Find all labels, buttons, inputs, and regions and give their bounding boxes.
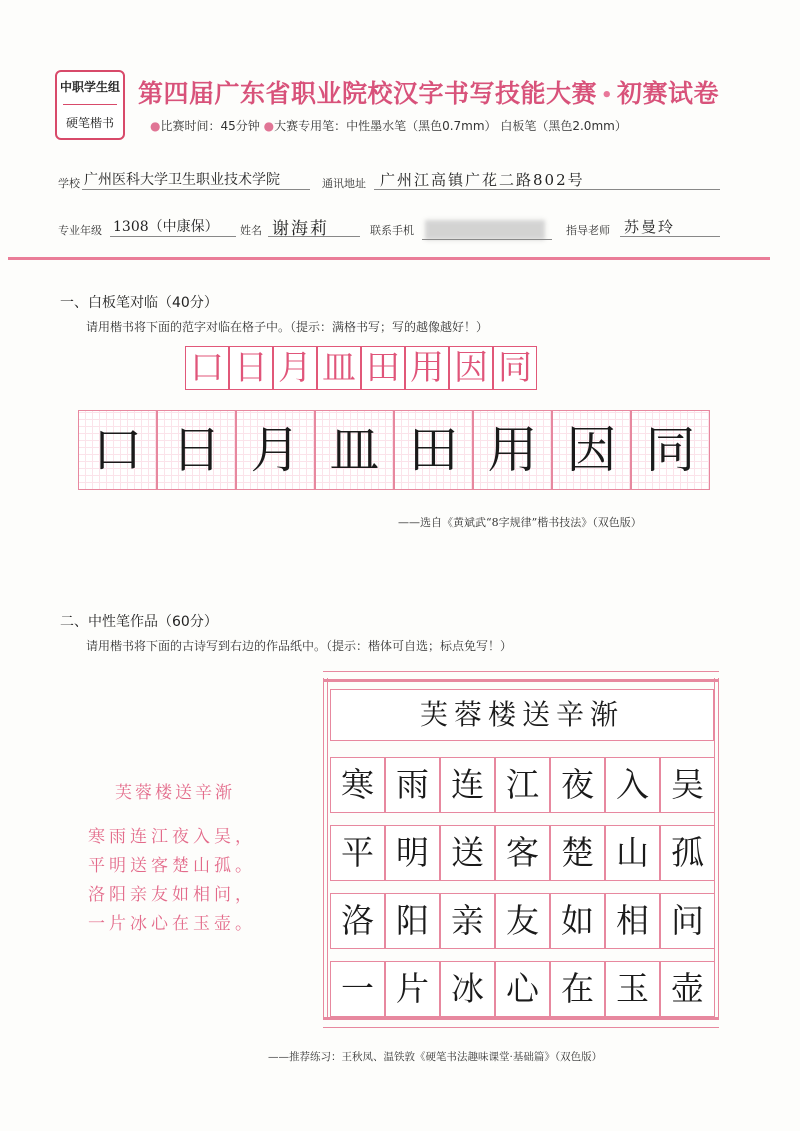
paper-cell: 相: [605, 893, 660, 949]
name-value: 谢海莉: [272, 219, 329, 239]
address-value: 广州江高镇广花二路802号: [380, 171, 585, 189]
practice-cell: 同: [631, 410, 710, 490]
section1-instruction: 请用楷书将下面的范字对临在格子中。（提示：满格书写；写的越像越好！）: [86, 320, 489, 334]
category-badge: [55, 70, 125, 140]
model-char: 日: [229, 346, 273, 390]
paper-cell: 明: [385, 825, 440, 881]
model-char: 月: [273, 346, 317, 390]
paper-cell: 寒: [330, 757, 385, 813]
paper-cell: 送: [440, 825, 495, 881]
paper-cell: 山: [605, 825, 660, 881]
model-char-row: [185, 346, 537, 390]
poem-reference-title: 芙蓉楼送辛渐: [115, 783, 235, 803]
major-value: 1308（中康保）: [113, 219, 219, 235]
address-underline: [374, 189, 720, 190]
paper-left-border: [323, 678, 328, 1018]
bullet-icon: ●: [263, 119, 275, 133]
section1-title: 一、白板笔对临（40分）: [60, 295, 218, 311]
phone-label: 联系手机: [370, 224, 414, 237]
teacher-value: 苏曼玲: [624, 218, 676, 236]
paper-title: 芙蓉楼送辛渐: [330, 689, 714, 741]
paper-cell: 在: [550, 961, 605, 1017]
name-label: 姓名: [240, 224, 262, 237]
model-char: 皿: [317, 346, 361, 390]
paper-cell: 心: [495, 961, 550, 1017]
practice-cell: 皿: [315, 410, 394, 490]
paper-cell: 友: [495, 893, 550, 949]
paper-cell: 阳: [385, 893, 440, 949]
poem-reference-line: 平明送客楚山孤。: [88, 856, 256, 876]
paper-cell: 连: [440, 757, 495, 813]
paper-cell: 亲: [440, 893, 495, 949]
practice-grid: [78, 410, 710, 490]
bullet-icon: ●: [150, 119, 161, 133]
major-underline: [110, 236, 236, 237]
paper-cell: 楚: [550, 825, 605, 881]
header-divider: [8, 257, 770, 260]
poem-reference-line: 一片冰心在玉壶。: [88, 914, 256, 934]
school-label: 学校: [58, 177, 80, 190]
paper-cell: 一: [330, 961, 385, 1017]
paper-cell: 江: [495, 757, 550, 813]
paper-cell: 平: [330, 825, 385, 881]
practice-cell: 田: [394, 410, 473, 490]
exam-pens: 大赛专用笔：中性墨水笔（黑色0.7mm） 白板笔（黑色2.0mm）: [274, 119, 627, 133]
teacher-underline: [620, 236, 720, 237]
title-separator: •: [601, 84, 614, 106]
paper-cell: 壶: [660, 961, 715, 1017]
section2-instruction: 请用楷书将下面的古诗写到右边的作品纸中。（提示：楷体可自选；标点免写！）: [86, 639, 513, 653]
practice-cell: 日: [157, 410, 236, 490]
exam-subtitle: [150, 117, 627, 134]
paper-cell: 夜: [550, 757, 605, 813]
section1-source: ——选自《黄斌武“8字规律”楷书技法》（双色版）: [398, 516, 642, 529]
phone-redacted: [425, 220, 545, 240]
paper-cell: 孤: [660, 825, 715, 881]
paper-cell: 吴: [660, 757, 715, 813]
paper-cell: 冰: [440, 961, 495, 1017]
paper-row: [330, 825, 715, 881]
paper-cell: 入: [605, 757, 660, 813]
title-main: 第四届广东省职业院校汉字书写技能大赛: [138, 79, 598, 108]
poem-reference-line: 洛阳亲友如相问，: [88, 885, 256, 905]
name-underline: [268, 236, 360, 237]
paper-row: [330, 757, 715, 813]
address-label: 通讯地址: [322, 177, 366, 190]
badge-style-label: 硬笔楷书: [65, 116, 114, 130]
section2-recommend: ——推荐练习：王秋凤、温铁敦《硬笔书法趣味课堂·基础篇》（双色版）: [268, 1051, 603, 1063]
practice-cell: 用: [473, 410, 552, 490]
practice-cell: 因: [552, 410, 631, 490]
major-label: 专业年级: [58, 224, 102, 237]
page-title: [138, 74, 719, 110]
paper-top-border: [323, 671, 719, 682]
paper-cell: 问: [660, 893, 715, 949]
title-tail: 初赛试卷: [617, 79, 720, 108]
practice-cell: 口: [78, 410, 157, 490]
model-char: 口: [185, 346, 229, 390]
practice-cell: 月: [236, 410, 315, 490]
model-char: 用: [405, 346, 449, 390]
teacher-label: 指导老师: [566, 224, 610, 237]
paper-cell: 洛: [330, 893, 385, 949]
exam-time: 比赛时间：45分钟: [160, 119, 260, 133]
school-value: 广州医科大学卫生职业技术学院: [84, 172, 280, 188]
badge-divider: [63, 104, 117, 105]
school-underline: [82, 189, 310, 190]
paper-cell: 如: [550, 893, 605, 949]
paper-row: [330, 961, 715, 1017]
model-char: 同: [493, 346, 537, 390]
paper-cell: 雨: [385, 757, 440, 813]
model-char: 田: [361, 346, 405, 390]
paper-row: [330, 893, 715, 949]
section2-title: 二、中性笔作品（60分）: [60, 614, 218, 630]
poem-reference-line: 寒雨连江夜入吴，: [88, 827, 256, 847]
paper-bottom-border: [323, 1017, 719, 1028]
paper-cell: 玉: [605, 961, 660, 1017]
paper-cell: 片: [385, 961, 440, 1017]
paper-cell: 客: [495, 825, 550, 881]
phone-underline: [422, 239, 552, 240]
badge-group-label: 中职学生组: [59, 80, 120, 94]
model-char: 因: [449, 346, 493, 390]
